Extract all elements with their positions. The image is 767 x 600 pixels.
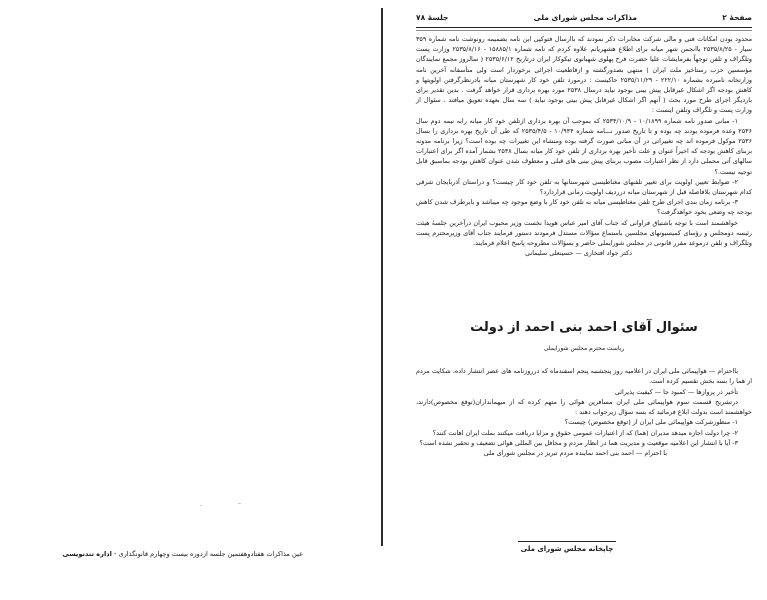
header-rule-thin (416, 30, 752, 31)
right-page (383, 0, 767, 600)
question-item-2: ۲- چرا دولت اجازه میدهد مدیران (هما) که از اعتبارات عمومی حقوق و مزایا دریافت میکنند بملت ایران اهانت کنند؟ (432, 428, 738, 437)
signatories: دکتر جواد افتخاری — حسینعلی سلیمانی (525, 249, 632, 258)
footer-text: عین مذاکرات هفتادوهفتمین جلسه ازدوره بیست وچهارم قانونگذاری - (113, 550, 303, 558)
left-page-footer (58, 550, 303, 558)
signoff: با احترام — احمد بنی احمد نماینده مردم تبریز در مجلس شورای ملی (483, 449, 667, 458)
paragraph: بااحترام — هواپیمائی ملی ایران در اعلامیه روز پنجشنبه پنجم اسفندماه که درروزنامه های عصر انتشار داده، شکایت مردم از هما را بسه بخش تقسیم کرده است. (416, 367, 752, 386)
question-item-3: ۳- آیا با انتشار این اعلامیه موقعیت و مدیریت هما در انظار مردم و محافل بین المللی هوائی تضعیف و تحقیر نشده است؟ (419, 439, 738, 448)
paragraph: محدود بودن امکانات فنی و مالی شرکت مخابرات ذکر نمودند که باارسال فتوکپی این نامه بضمیمه رونوشت نامه شماره ۳۵۹ سیار - ۲۵۳۵/۸/۲۵ باانجمن شهر میانه برای اطلاع هشهریانم علاوه کردم که نامه شماره ۱۵۸۸۵/۱ - ۲۵۳۵/۸/۱۶ وزارت پست وتلگراف و تلفن توجهاً بفرمایشات علیا حضرت فرح پهلوی شهبانوی تیکوکار ایران درتاریخ ۲۵۳۵/۶/۱۲ ( سالروز مجمع نمایندگان مؤسسین حزب رستاخیز ملت ایران ) منتهی بصدورگشته و ازقاطعیت اجرائی برخوردار است ولی متأسفانه آخرین نامه وزارتخانه نامبرده بشماره ۲۲۲/۱۰ - ۲۵۳۵/۱۱/۲۹ حاکیست : درمورد تلفن خود کار شهرستان میانه بادرنظرگرفتن اولویتها و کاهش بودجه اگر اشکال غیرقابل پیش بینی بوجود نیاید درسال ۲۵۳۸ مورد بهره برداری قرار خواهد گرفت . بدین تقدیر برای باردیگر اجرای طرح مورد بحث ( آنهم اگر اشکال غیرقابل پیش بینی بوجود نیاید ) سه سال بعهده تعویق میافتد . سئوال از وزارت پست و تلگراف وتلفن اینست : (416, 35, 753, 115)
salutation: ریاست محترم مجلس شورایملی (543, 345, 625, 352)
question-title: سئوال آقای احمد بنی احمد از دولت (470, 320, 698, 335)
closing-paragraph: خواهشمند است با توجه باشتیاق فراوانی که جناب آقای امیر عباس هویدا نخست وزیر محبوب ایران درآخرین جلسهٔ هیئت رئیسه دومجلس و رؤسای کمیسیونهای مجلسین باستماع سؤالات مستدل فرمودند دستور فرمایند جناب آقای وزیرمحترم پست وتلگراف و تلفن درموعد مقرر قانونی در مجلس شورایملی حاضر و بسؤالات مطروحه پاسخ اعلام فرمایند. (416, 218, 752, 248)
session-number: جلسهٔ ۷۸ (416, 12, 449, 22)
left-page (0, 0, 382, 600)
header-rule (416, 27, 752, 28)
question-item-1: ۱- منظورشرکت هواپیمائی ملی ایران از (توقع مخصوص) چیست؟ (564, 418, 738, 427)
paragraph: درتشریح قسمت سوم هواپیمائی ملی ایران مسافرین هوائی را متهم کرده که از میهمانداران(توقع مخصوص)دارند، خواهشمند است بدولت ابلاغ فرمائید که بسه سؤال زیرجواب دهند : (416, 397, 752, 417)
header-title: مذاکرات مجلس شورای ملی (533, 12, 637, 22)
printer-rule (518, 541, 616, 542)
paragraph: تأخیر در پروازها — کمبود جا — کیفیت پذیرائی (614, 387, 738, 396)
scan-speck (238, 503, 241, 504)
printer-label: چاپخانه مجلس شورای ملی (520, 545, 614, 553)
question-body-2 (416, 366, 752, 459)
running-header (416, 9, 752, 25)
question-item-1: ۱- مبانی صدور نامه شماره ۱۰/۱۸۹۹ - ۲۵۳۴/۱۰/۹ که بموجب آن بهره برداری ازتلفن خود کار میانه رابه نیمه دوم سال ۲۵۳۶ وعده فرموده بودند چه بوده و تا تاریخ صدور نـــامه شماره ۱۰/۹۴۴ - ۲۵۳۵/۴/۵ که طی آن تاریخ بهره برداری را بسال ۲۵۳۶ موکول فرموده اند چه تغییراتی در آن مبانی صورت گرفته بوده ومنشاء این تغییرات چه بوده است؟ زیرا برنامه مدونه بربنای کاهش بودجه که اخیراً عنوان و علت تأخیر بهره برداری از تلفن خود کار میانه بسال ۲۵۳۸ بشمار آمده اگر برای اعتبارات سالهای آتی محملی دارد از نظر اعتبارات مصوب بربنای پیش بینی های قبلی و معطوف شدن عنوان کاهش بودجه بماسبق قابل توجیه نیست.؟ (416, 116, 752, 176)
scan-speck (200, 505, 202, 506)
question-item-3: ۳- برنامه زمان بندی اجرای طرح تلفن مغناطیسی میانه به تلفن خود کار با وضع موجود چه میباشد و بابرطرف شدن کاهش بودجه چه وضعی بخود خواهدگرفت؟ (416, 198, 752, 217)
question-body-1 (416, 34, 752, 258)
question-item-2: ۲- ضوابط تعیین اولویت برای تغییر تلفنهای مغناطیسی شهرستانها به تلفن خود کار چیست؟ و دراستان آذربایجان شرقی کدام شهرستان بلافاصله قبل از شهرستان میانه درردیف اولویت زمانی قراردارد؟ (416, 177, 752, 197)
page-number: صفحهٔ ۲ (722, 12, 752, 22)
footer-department: اداره تندنویسی (62, 550, 112, 558)
